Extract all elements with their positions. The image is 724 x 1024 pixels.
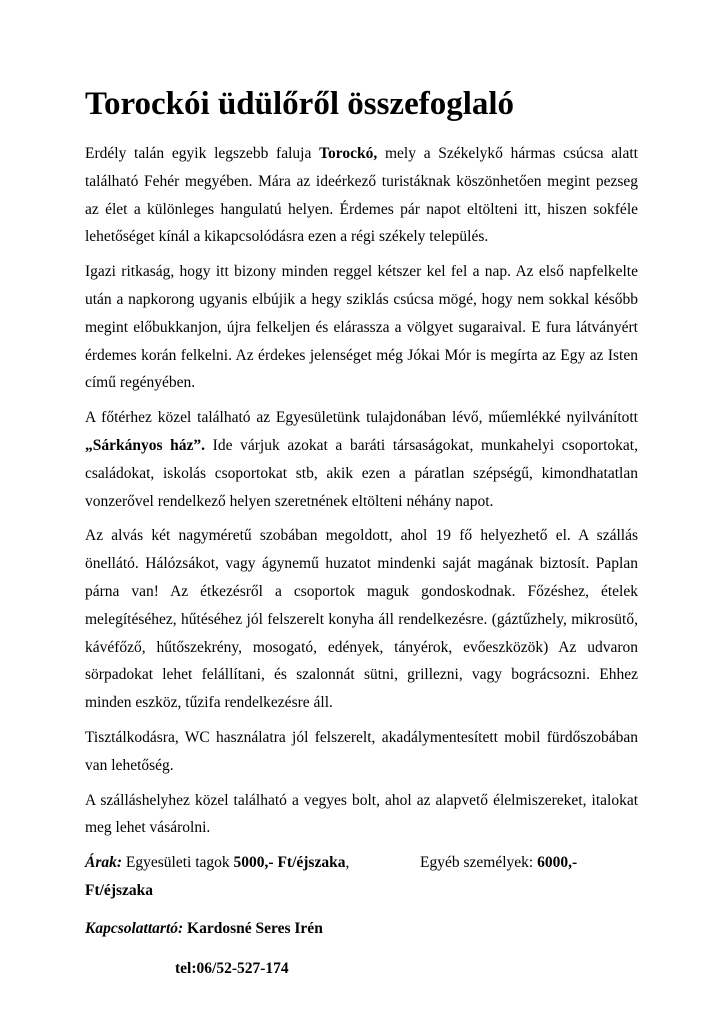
phone-number: tel:06/52-527-174 <box>175 959 289 977</box>
text-run: Egyesületi tagok <box>122 854 234 872</box>
bold-run-torocko: Torockó, <box>319 145 378 162</box>
paragraph-intro <box>85 140 638 251</box>
paragraph-sarkanyos-haz <box>85 404 638 515</box>
prices-line <box>85 849 638 877</box>
paragraph-bathroom: Tisztálkodásra, WC használatra jól felszerelt, akadálymentesített mobil fürdőszobában van lehetőség. <box>85 728 638 774</box>
bold-run-sarkanyos-haz: „Sárkányos ház”. <box>85 436 206 454</box>
text-run: A főtérhez közel található az Egyesületünk tulajdonában lévő, műemlékké nyilvánított <box>85 409 638 427</box>
others-label: Egyéb személyek: <box>420 854 538 872</box>
contact-label: Kapcsolattartó: <box>85 919 184 937</box>
paragraph-sunrise: Igazi ritkaság, hogy itt bizony minden reggel kétszer kel fel a nap. Az első napfelkelte után a napkorong ugyanis elbújik a hegy sziklás csúcsa mögé, hogy nem sokkal később megint előbukkanjon, újra felkeljen és elárassza a völgyet sugaraival. E fura látványért érdemes korán felkelni. Az érdekes jelenséget még Jókai Mór is megírta az Egy az Isten című regényében. <box>85 263 638 392</box>
others-price-wrap-line: Ft/éjszaka <box>85 881 154 899</box>
text-run: mely a Székelykő hármas csúcsa alatt található Fehér megyében. Mára az ideérkező turistáknak köszönhetően megint pezseg az élet a különleges hangulatú helyen. Érdemes pár napot eltölteni itt, hiszen sokféle lehetőséget kínál a kikapcsolódásra ezen a régi székely település. <box>85 145 638 246</box>
text-run: Ide várjuk azokat a baráti társaságokat, munkahelyi csoportokat, családokat, iskolás csoportokat stb, akik ezen a páratlan szépségű, kimondhatatlan vonzerővel rendelkező helyen szeretnének eltölteni néhány napot. <box>85 436 638 510</box>
others-price-group <box>420 849 577 877</box>
contact-line <box>85 915 638 943</box>
page-title: Torockói üdülőről összefoglaló <box>85 86 515 122</box>
others-price: 6000,- <box>537 854 578 872</box>
prices-label: Árak: <box>85 854 123 872</box>
members-price: 5000,- Ft/éjszaka <box>233 854 346 872</box>
text-run: , <box>345 854 350 872</box>
paragraph-accommodation: Az alvás két nagyméretű szobában megoldott, ahol 19 fő helyezhető el. A szállás önellátó. Hálózsákot, vagy ágynemű huzatot mindenki saját magának biztosít. Paplan párna van! Az étkezésről a csoportok maguk gondoskodnak. Főzéshez, ételek melegítéséhez, hűtéséhez jól felszerelt konyha áll rendelkezésre. (gáztűzhely, mikrosütő, kávéfőző, hűtőszekrény, mosogató, edények, tányérok, evőeszközök) Az udvaron sörpadokat lehet felállítani, és szalonnát sütni, grillezni, vagy bográcsozni. Ehhez minden eszköz, tűzifa rendelkezésre áll. <box>85 527 638 712</box>
prices-section <box>85 849 638 905</box>
contact-name: Kardosné Seres Irén <box>183 919 323 937</box>
text-run: Erdély talán egyik legszebb faluja <box>85 145 320 162</box>
paragraph-shop: A szálláshelyhez közel található a vegyes bolt, ahol az alapvető élelmiszereket, italokat meg lehet vásárolni. <box>85 791 638 837</box>
